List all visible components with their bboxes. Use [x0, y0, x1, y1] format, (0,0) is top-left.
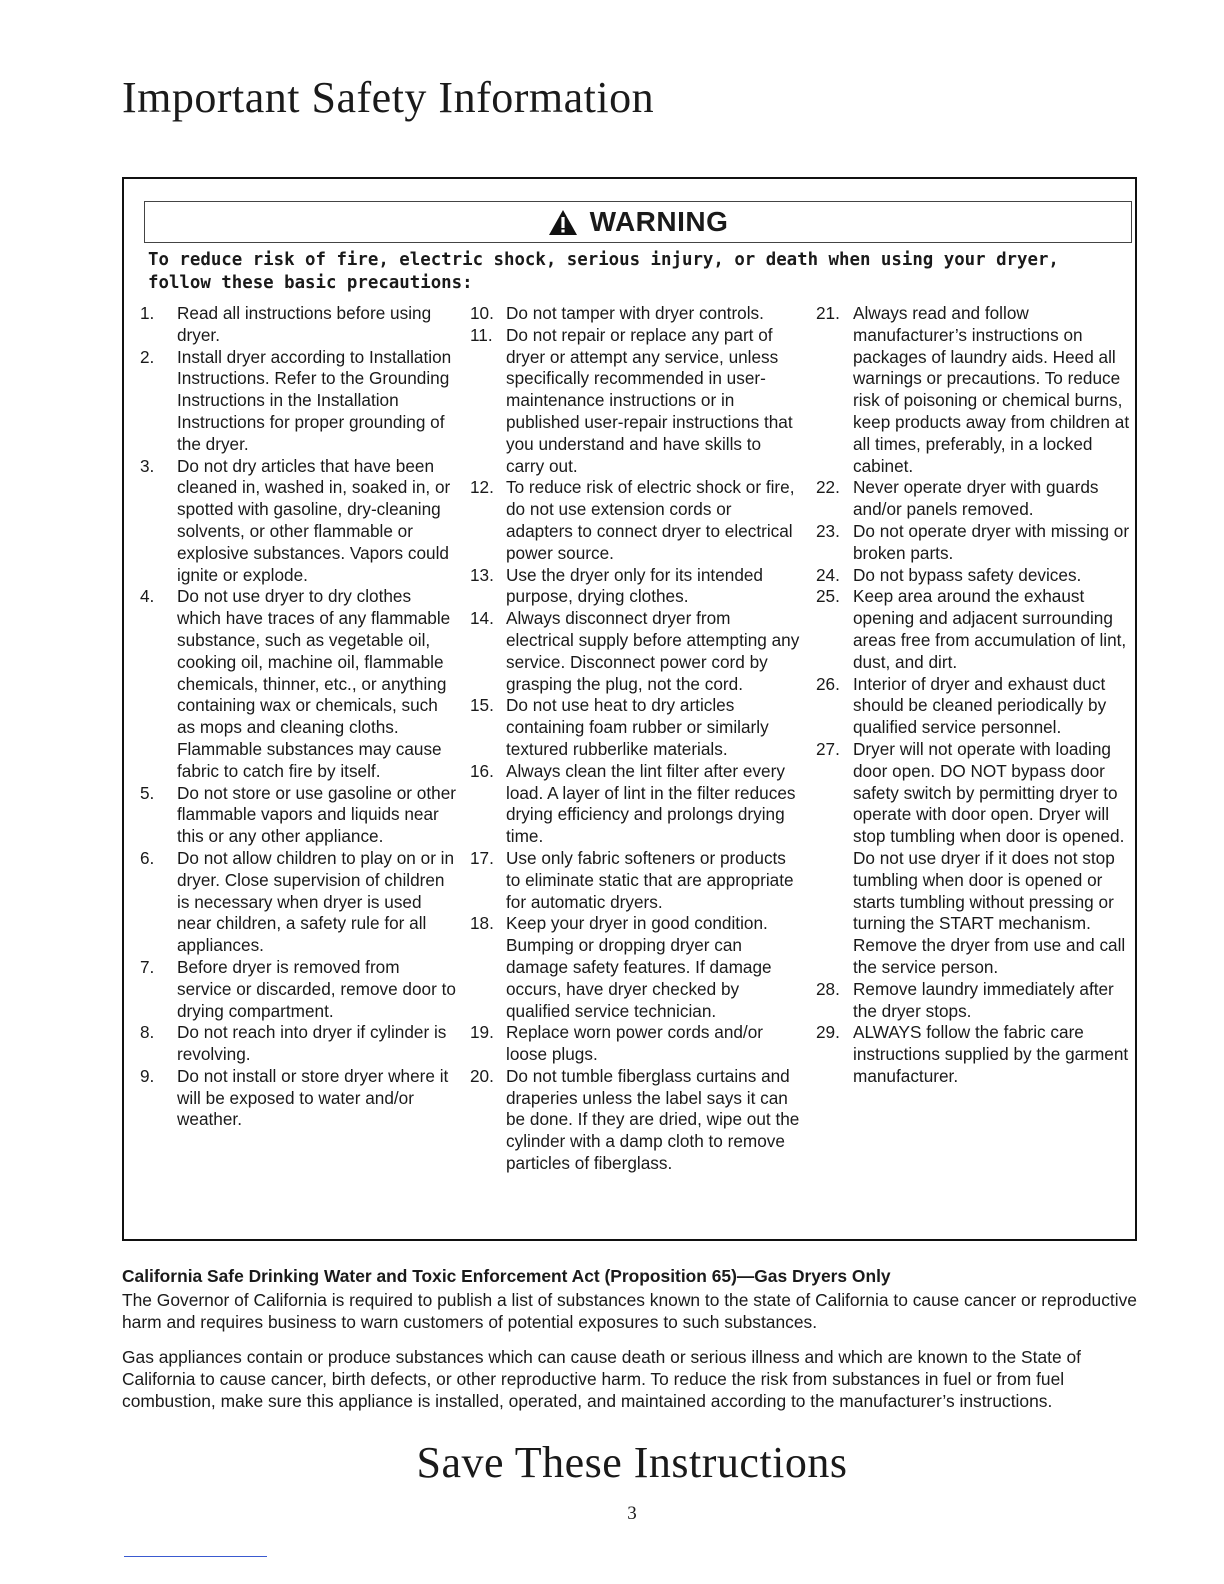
warning-box [122, 177, 1137, 1241]
page-number: 3 [627, 1503, 637, 1524]
precaution-text: Read all instructions before using dryer. [177, 303, 432, 345]
precaution-item [470, 848, 800, 913]
precaution-text: Always read and follow manufacturer’s instructions on packages of laundry aids. Heed all warnings or precautions. To reduce risk of poisoning or chemical burns, keep products away from children at all times, preferably, in a locked cabinet. [853, 303, 1130, 476]
precaution-number: 22. [816, 477, 840, 498]
precaution-number: 5. [140, 782, 155, 803]
precaution-text: Do not tamper with dryer controls. [506, 303, 764, 323]
precaution-text: Interior of dryer and exhaust duct should be cleaned periodically by qualified service personnel. [853, 673, 1107, 738]
precaution-number: 6. [140, 847, 155, 868]
precaution-text: Do not reach into dryer if cylinder is revolving. [177, 1022, 447, 1065]
precaution-number: 19. [470, 1022, 494, 1043]
precaution-item [816, 303, 1134, 477]
proposition-65-heading: California Safe Drinking Water and Toxic Enforcement Act (Proposition 65)—Gas Dryers Only [122, 1266, 891, 1286]
precaution-item [140, 783, 458, 848]
precaution-text: Do not repair or replace any part of dryer or attempt any service, unless specifically recommended in user-maintenance instructions or in published user-repair instructions that you understand and have skills to carry out. [506, 324, 793, 476]
precaution-number: 4. [140, 586, 155, 607]
proposition-paragraph-2: Gas appliances contain or produce substances which can cause death or serious illness and which are known to the State of California to cause cancer, birth defects, or other reproductive harm. To reduce the risk from substances in fuel or from fuel combustion, make sure this appliance is installed, operated, and maintained according to the manufacturer’s instructions. [122, 1347, 1081, 1411]
precaution-item [470, 1066, 800, 1175]
precaution-item [140, 848, 458, 957]
precaution-text: Do not use heat to dry articles containing foam rubber or similarly textured rubberlike materials. [506, 695, 769, 759]
precaution-item [140, 957, 458, 1022]
precaution-number: 7. [140, 956, 155, 977]
precaution-text: Do not operate dryer with missing or broken parts. [853, 520, 1130, 563]
precaution-item [470, 325, 800, 478]
precaution-number: 16. [470, 760, 494, 781]
precaution-number: 3. [140, 455, 155, 476]
precaution-number: 1. [140, 303, 155, 323]
precaution-text: Remove laundry immediately after the dryer stops. [853, 978, 1114, 1021]
precaution-number: 29. [816, 1022, 840, 1043]
precaution-text: Always disconnect dryer from electrical supply before attempting any service. Disconnect power cord by grasping the plug, not the cord. [506, 608, 800, 694]
warning-banner [144, 201, 1132, 243]
precaution-number: 15. [470, 695, 494, 716]
precaution-text: Do not tumble fiberglass curtains and draperies unless the label says it can be done. If they are dried, wipe out the cylinder with a damp cloth to remove particles of fiberglass. [506, 1065, 800, 1174]
footer-rule [124, 1556, 267, 1557]
precaution-number: 12. [470, 477, 494, 498]
precaution-item [816, 674, 1134, 739]
page-title: Important Safety Information [122, 73, 655, 122]
precaution-text: Keep your dryer in good condition. Bumping or dropping dryer can damage safety features. If damage occurs, have dryer checked by qualified service technician. [506, 913, 772, 1021]
precaution-text: ALWAYS follow the fabric care instructions supplied by the garment manufacturer. [853, 1022, 1129, 1086]
precaution-number: 18. [470, 913, 494, 934]
precaution-item [816, 979, 1134, 1023]
precaution-number: 9. [140, 1065, 155, 1086]
precaution-number: 23. [816, 520, 840, 541]
precautions-column-2 [470, 303, 800, 1175]
precaution-item [470, 477, 800, 564]
precaution-text: Do not bypass safety devices. [853, 564, 1082, 585]
precaution-item [816, 521, 1134, 565]
save-instructions-title: Save These Instructions [416, 1438, 848, 1487]
precaution-item [816, 477, 1134, 521]
precaution-number: 27. [816, 738, 840, 759]
precaution-item [470, 761, 800, 848]
precaution-number: 10. [470, 303, 494, 323]
precaution-item [816, 739, 1134, 979]
warning-label: WARNING [589, 206, 729, 237]
precaution-text: Do not install or store dryer where it will be exposed to water and/or weather. [177, 1065, 449, 1130]
precaution-text: Use the dryer only for its intended purpose, drying clothes. [506, 564, 763, 607]
precaution-text: Install dryer according to Installation Instructions. Refer to the Grounding Instructions in the Installation Instructions for proper grounding of the dryer. [177, 346, 452, 454]
precaution-number: 20. [470, 1065, 494, 1086]
precaution-text: Do not store or use gasoline or other flammable vapors and liquids near this or any other appliance. [177, 782, 456, 847]
precaution-number: 21. [816, 303, 840, 323]
precaution-text: Do not allow children to play on or in dryer. Close supervision of children is necessary when dryer is used near children, a safety rule for all appliances. [177, 847, 455, 956]
precaution-item [816, 586, 1134, 673]
precautions-column-3 [816, 303, 1134, 1088]
precaution-item [140, 303, 458, 347]
proposition-paragraph-1: The Governor of California is required to publish a list of substances known to the state of California to cause cancer or reproductive harm and requires business to warn customers of potential exposures to such substances. [122, 1290, 1137, 1332]
precaution-item [470, 303, 800, 325]
precaution-number: 13. [470, 564, 494, 585]
precaution-number: 26. [816, 673, 840, 694]
precaution-item [140, 1022, 458, 1066]
warning-triangle-icon [548, 209, 578, 236]
precaution-number: 24. [816, 564, 840, 585]
precaution-item [470, 695, 800, 760]
precaution-item [816, 1022, 1134, 1087]
precaution-number: 2. [140, 346, 155, 367]
precaution-text: Before dryer is removed from service or discarded, remove door to drying compartment. [177, 956, 456, 1021]
precaution-text: Never operate dryer with guards and/or panels removed. [853, 477, 1099, 520]
precaution-number: 25. [816, 586, 840, 607]
precaution-item [470, 565, 800, 609]
precaution-number: 11. [470, 324, 493, 345]
precaution-item [470, 608, 800, 695]
precaution-text: Use only fabric softeners or products to eliminate static that are appropriate for automatic dryers. [506, 847, 794, 912]
precaution-text: Replace worn power cords and/or loose plugs. [506, 1022, 763, 1065]
precaution-number: 8. [140, 1022, 155, 1043]
precaution-text: To reduce risk of electric shock or fire, do not use extension cords or adapters to connect dryer to electrical power source. [506, 477, 795, 563]
precaution-number: 14. [470, 608, 494, 629]
precaution-text: Do not dry articles that have been cleaned in, washed in, soaked in, or spotted with gasoline, dry-cleaning solvents, or other flammable or explosive substances. Vapors could ignite or explode. [177, 455, 451, 585]
warning-intro: To reduce risk of fire, electric shock, serious injury, or death when using your dryer, follow these basic precautions: [148, 250, 1059, 293]
precaution-item [470, 913, 800, 1022]
precaution-item [140, 1066, 458, 1131]
precaution-text: Always clean the lint filter after every load. A layer of lint in the filter reduces drying efficiency and prolongs drying time. [506, 760, 796, 847]
precaution-text: Dryer will not operate with loading door open. DO NOT bypass door safety switch by permitting dryer to operate with door open. Dryer will stop tumbling when door is opened. Do not use dryer if it does not stop tumbling when door is opened or starts tumbling without pressing or turning the START mechanism. Remove the dryer from use and call the service person. [853, 738, 1126, 977]
precaution-item [140, 456, 458, 587]
precaution-text: Do not use dryer to dry clothes which have traces of any flammable substance, such as vegetable oil, cooking oil, machine oil, flammable chemicals, thinner, etc., or anything containing wax or chemicals, such as mops and cleaning cloths. Flammable substances may cause fabric to catch fire by itself. [177, 586, 451, 781]
precautions-column-1 [140, 303, 458, 1131]
precaution-number: 17. [470, 847, 494, 868]
precaution-item [140, 347, 458, 456]
precaution-item [140, 586, 458, 782]
precaution-item [816, 565, 1134, 587]
precaution-item [470, 1022, 800, 1066]
precaution-number: 28. [816, 978, 840, 999]
precaution-text: Keep area around the exhaust opening and adjacent surrounding areas free from accumulation of lint, dust, and dirt. [853, 586, 1127, 672]
